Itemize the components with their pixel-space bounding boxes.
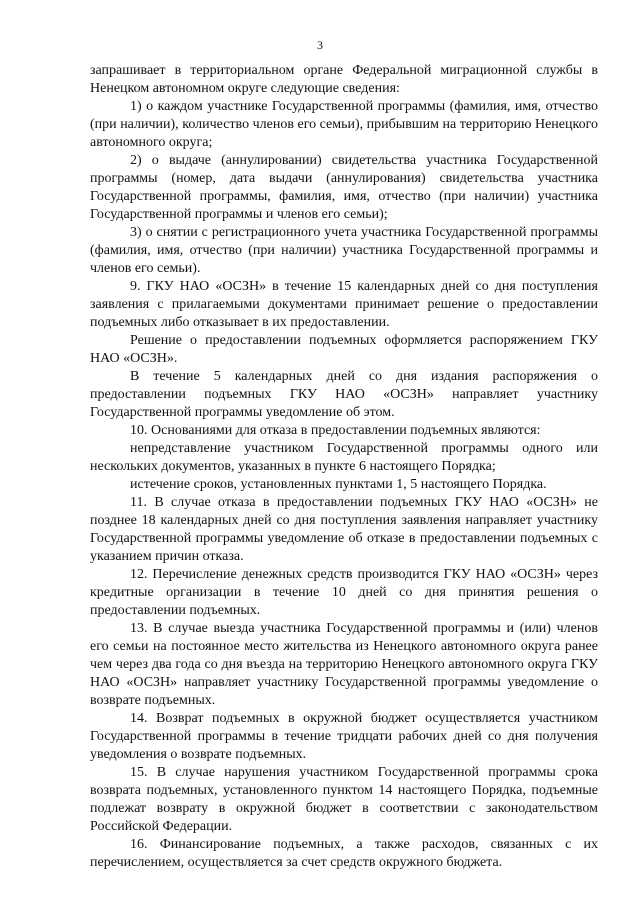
paragraph: 13. В случае выезда участника Государственной программы и (или) членов его семьи на постоянное место жительства из Ненецкого автономного округа ранее чем через два года со дня въезда на территорию Ненецкого автономного округа ГКУ НАО «ОСЗН» направляет участнику Государственной программы уведомление о возврате подъемных. xyxy=(90,621,598,708)
document-body xyxy=(90,62,598,872)
page-number: 3 xyxy=(317,38,323,52)
paragraph: В течение 5 календарных дней со дня издания распоряжения о предоставлении подъемных ГКУ НАО «ОСЗН» направляет участнику Государственной программы уведомление об этом. xyxy=(90,369,598,420)
paragraph: 15. В случае нарушения участником Государственной программы срока возврата подъемных, установленного пунктом 14 настоящего Порядка, подъемные подлежат возврату в окружной бюджет в соответствии с законодательством Российской Федерации. xyxy=(90,765,598,834)
paragraph: 2) о выдаче (аннулировании) свидетельства участника Государственной программы (номер, дата выдачи (аннулирования) свидетельства участника Государственной программы, фамилия, имя, отчество (при наличии) участника Государственной программы и членов его семьи); xyxy=(90,153,598,222)
paragraph: 1) о каждом участнике Государственной программы (фамилия, имя, отчество (при наличии), количество членов его семьи), прибывшим на территорию Ненецкого автономного округа; xyxy=(90,99,598,150)
paragraph: 11. В случае отказа в предоставлении подъемных ГКУ НАО «ОСЗН» не позднее 18 календарных дней со дня поступления заявления направляет участнику Государственной программы уведомление об отказе в предоставлении подъемных с указанием причин отказа. xyxy=(90,495,598,564)
paragraph: 3) о снятии с регистрационного учета участника Государственной программы (фамилия, имя, отчество (при наличии) участника Государственной программы и членов его семьи). xyxy=(90,225,598,276)
paragraph: запрашивает в территориальном органе Федеральной миграционной службы в Ненецком автономном округе следующие сведения: xyxy=(90,63,598,96)
paragraph: истечение сроков, установленных пунктами 1, 5 настоящего Порядка. xyxy=(130,477,547,492)
paragraph: 14. Возврат подъемных в окружной бюджет осуществляется участником Государственной программы в течение тридцати рабочих дней со дня получения уведомления о возврате подъемных. xyxy=(90,711,598,762)
paragraph: 12. Перечисление денежных средств производится ГКУ НАО «ОСЗН» через кредитные организации в течение 10 дней со дня принятия решения о предоставлении подъемных. xyxy=(90,567,598,618)
paragraph: 10. Основаниями для отказа в предоставлении подъемных являются: xyxy=(130,423,541,438)
paragraph: Решение о предоставлении подъемных оформляется распоряжением ГКУ НАО «ОСЗН». xyxy=(90,333,598,366)
paragraph: 16. Финансирование подъемных, а также расходов, связанных с их перечислением, осуществляется за счет средств окружного бюджета. xyxy=(90,837,598,870)
paragraph: 9. ГКУ НАО «ОСЗН» в течение 15 календарных дней со дня поступления заявления с прилагаемыми документами принимает решение о предоставлении подъемных либо отказывает в их предоставлении. xyxy=(90,279,598,330)
paragraph: непредставление участником Государственной программы одного или нескольких документов, указанных в пункте 6 настоящего Порядка; xyxy=(90,441,598,474)
